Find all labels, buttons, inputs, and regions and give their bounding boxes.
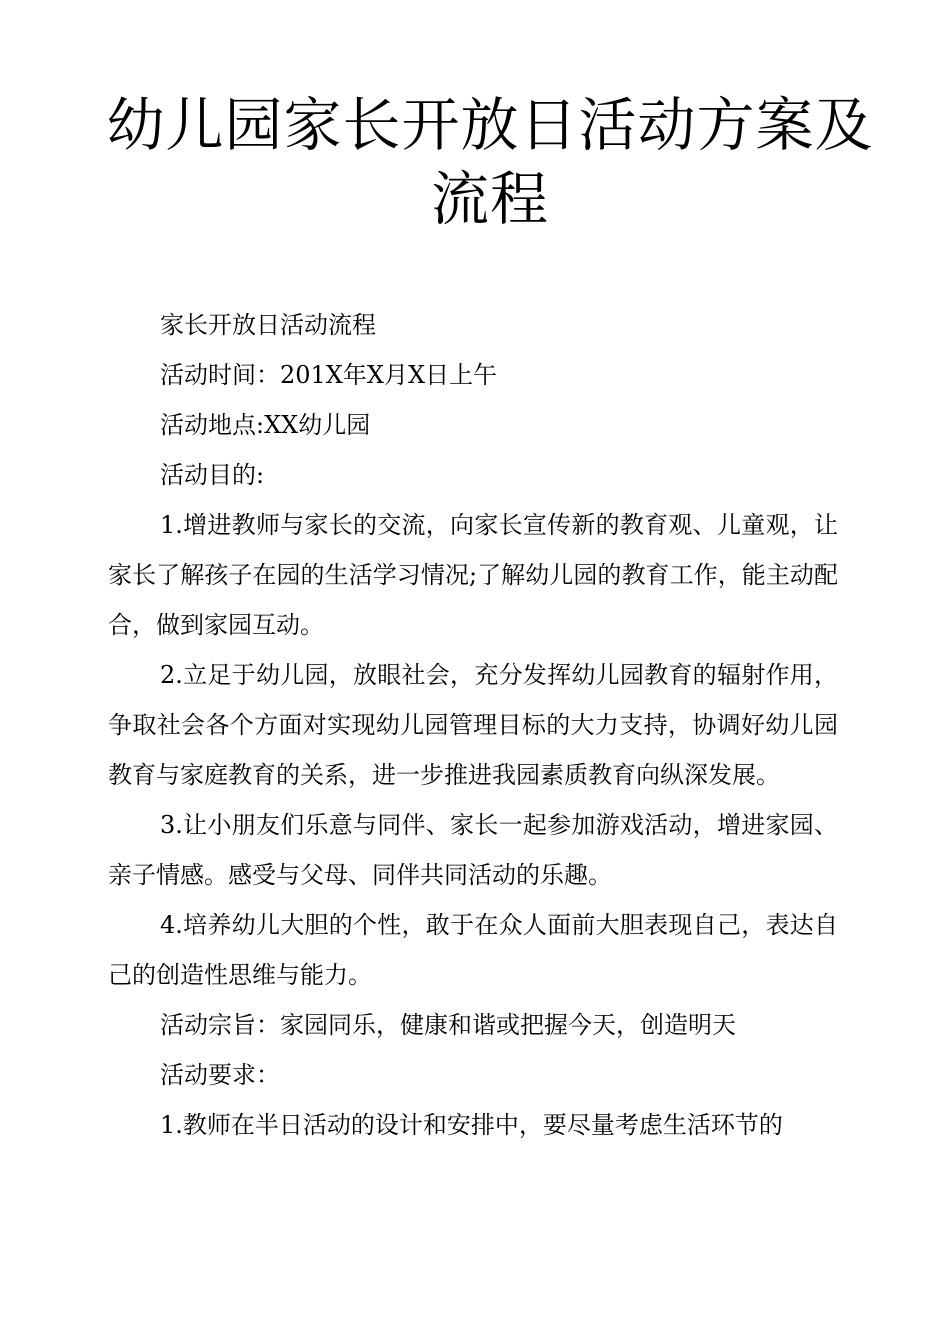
paragraph-flow-heading: 家长开放日活动流程: [160, 311, 376, 339]
paragraph-requirement-1: 1.教师在半日活动的设计和安排中，要尽量考虑生活环节的: [160, 1111, 783, 1139]
paragraph-purpose-4: 4.培养幼儿大胆的个性，敢于在众人面前大胆表现自己，表达自己的创造性思维与能力。: [108, 911, 838, 989]
paragraph-purpose-1: 1.增进教师与家长的交流，向家长宣传新的教育观、儿童观，让家长了解孩子在园的生活学习情况;了解幼儿园的教育工作，能主动配合，做到家园互动。: [108, 511, 838, 639]
paragraph-activity-time: 活动时间：201X年X月X日上午: [160, 361, 498, 389]
paragraph-activity-purpose: 活动目的:: [160, 461, 265, 489]
paragraph-activity-aim: 活动宗旨：家园同乐，健康和谐或把握今天，创造明天: [160, 1011, 736, 1039]
paragraph-purpose-2: 2.立足于幼儿园，放眼社会，充分发挥幼儿园教育的辐射作用，争取社会各个方面对实现幼儿园管理目标的大力支持，协调好幼儿园教育与家庭教育的关系，进一步推进我园素质教育向纵深发展。: [108, 661, 838, 789]
document-body: [108, 300, 838, 1150]
document-title: 幼儿园家长开放日活动方案及流程: [106, 91, 874, 233]
paragraph-activity-requirements: 活动要求：: [160, 1061, 280, 1089]
paragraph-activity-location: 活动地点:XX幼儿园: [160, 411, 371, 439]
paragraph-purpose-3: 3.让小朋友们乐意与同伴、家长一起参加游戏活动，增进家园、亲子情感。感受与父母、同伴共同活动的乐趣。: [108, 811, 838, 889]
